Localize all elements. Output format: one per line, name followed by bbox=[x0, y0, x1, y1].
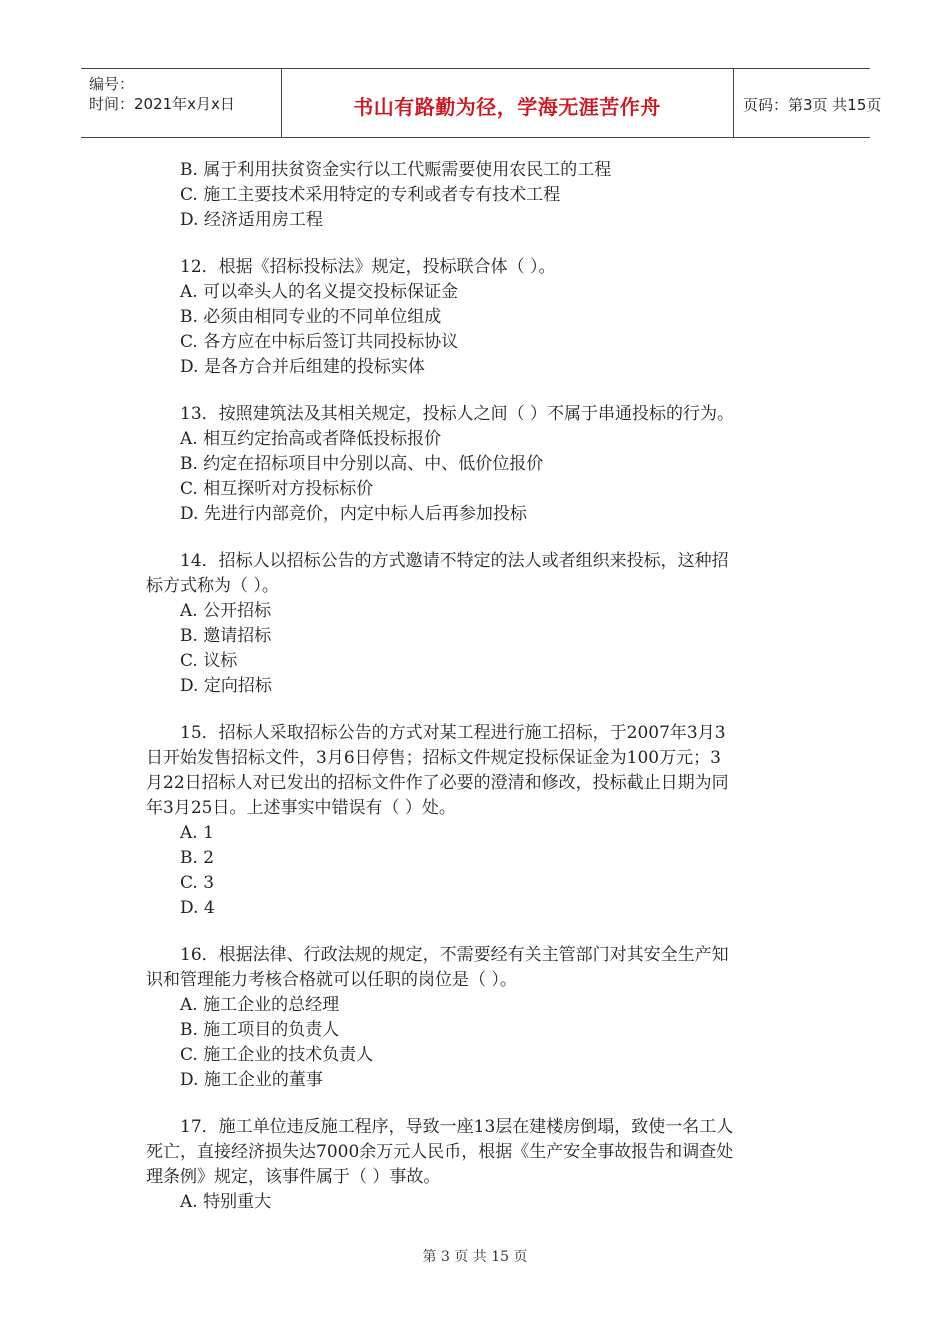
header-page-cell bbox=[733, 69, 882, 137]
q14-option-d: D. 定向招标 bbox=[180, 676, 272, 696]
question-17-stem-line-2: 死亡，直接经济损失达7000余万元人民币，根据《生产安全事故报告和调查处 bbox=[146, 1142, 734, 1162]
q13-option-c: C. 相互探听对方投标标价 bbox=[180, 479, 374, 499]
question-13-stem: 13．按照建筑法及其相关规定，投标人之间（ ）不属于串通投标的行为。 bbox=[180, 404, 735, 424]
q16-option-b: B. 施工项目的负责人 bbox=[180, 1020, 340, 1040]
q16-option-c: C. 施工企业的技术负责人 bbox=[180, 1045, 374, 1065]
header-meta-cell bbox=[81, 69, 282, 137]
question-15-stem-line-3: 月22日招标人对已发出的招标文件作了必要的澄清和修改，投标截止日期为同 bbox=[146, 773, 729, 793]
q12-option-b: B. 必须由相同专业的不同单位组成 bbox=[180, 307, 442, 327]
q17-option-a: A. 特别重大 bbox=[180, 1192, 272, 1212]
q15-option-d: D. 4 bbox=[180, 898, 215, 918]
question-15-stem-line-2: 日开始发售招标文件，3月6日停售；招标文件规定投标保证金为100万元；3 bbox=[146, 748, 721, 768]
header-motto-cell bbox=[281, 69, 734, 137]
q13-option-a: A. 相互约定抬高或者降低投标报价 bbox=[180, 429, 442, 449]
question-14-stem-line-1: 14．招标人以招标公告的方式邀请不特定的法人或者组织来投标，这种招 bbox=[180, 551, 729, 571]
q16-option-a: A. 施工企业的总经理 bbox=[180, 995, 340, 1015]
document-body bbox=[146, 158, 826, 1215]
number-label: 编号： bbox=[89, 75, 135, 93]
option-b: B. 属于利用扶贫资金实行以工代赈需要使用农民工的工程 bbox=[180, 160, 612, 180]
question-15-stem-line-4: 年3月25日。上述事实中错误有（ ）处。 bbox=[146, 798, 456, 818]
page-footer: 第 3 页 共 15 页 bbox=[422, 1249, 528, 1265]
page-info: 页码：第3页 共15页 bbox=[743, 96, 882, 114]
question-16-stem-line-1: 16．根据法律、行政法规的规定，不需要经有关主管部门对其安全生产知 bbox=[180, 945, 729, 965]
q13-option-d: D. 先进行内部竞价，内定中标人后再参加投标 bbox=[180, 504, 527, 524]
page-header bbox=[81, 68, 882, 138]
q14-option-b: B. 邀请招标 bbox=[180, 626, 272, 646]
q12-option-c: C. 各方应在中标后签订共同投标协议 bbox=[180, 332, 459, 352]
question-14-stem-line-2: 标方式称为（ ）。 bbox=[146, 576, 279, 596]
q12-option-d: D. 是各方合并后组建的投标实体 bbox=[180, 357, 425, 377]
q14-option-c: C. 议标 bbox=[180, 651, 238, 671]
question-17-stem-line-1: 17．施工单位违反施工程序，导致一座13层在建楼房倒塌，致使一名工人 bbox=[180, 1117, 734, 1137]
option-c: C. 施工主要技术采用特定的专利或者专有技术工程 bbox=[180, 185, 561, 205]
motto: 书山有路勤为径，学海无涯苦作舟 bbox=[353, 95, 661, 119]
question-17-stem-line-3: 理条例》规定，该事件属于（ ）事故。 bbox=[146, 1167, 441, 1187]
time-label: 时间：2021年x月x日 bbox=[89, 95, 235, 113]
q13-option-b: B. 约定在招标项目中分别以高、中、低价位报价 bbox=[180, 454, 544, 474]
question-15-stem-line-1: 15．招标人采取招标公告的方式对某工程进行施工招标，于2007年3月3 bbox=[180, 723, 726, 743]
option-d: D. 经济适用房工程 bbox=[180, 210, 323, 230]
q15-option-a: A. 1 bbox=[180, 823, 214, 843]
q15-option-b: B. 2 bbox=[180, 848, 215, 868]
q14-option-a: A. 公开招标 bbox=[180, 601, 272, 621]
q16-option-d: D. 施工企业的董事 bbox=[180, 1070, 323, 1090]
q15-option-c: C. 3 bbox=[180, 873, 215, 893]
question-16-stem-line-2: 识和管理能力考核合格就可以任职的岗位是（ ）。 bbox=[146, 970, 517, 990]
q12-option-a: A. 可以牵头人的名义提交投标保证金 bbox=[180, 282, 459, 302]
question-12-stem: 12．根据《招标投标法》规定，投标联合体（ ）。 bbox=[180, 257, 556, 277]
